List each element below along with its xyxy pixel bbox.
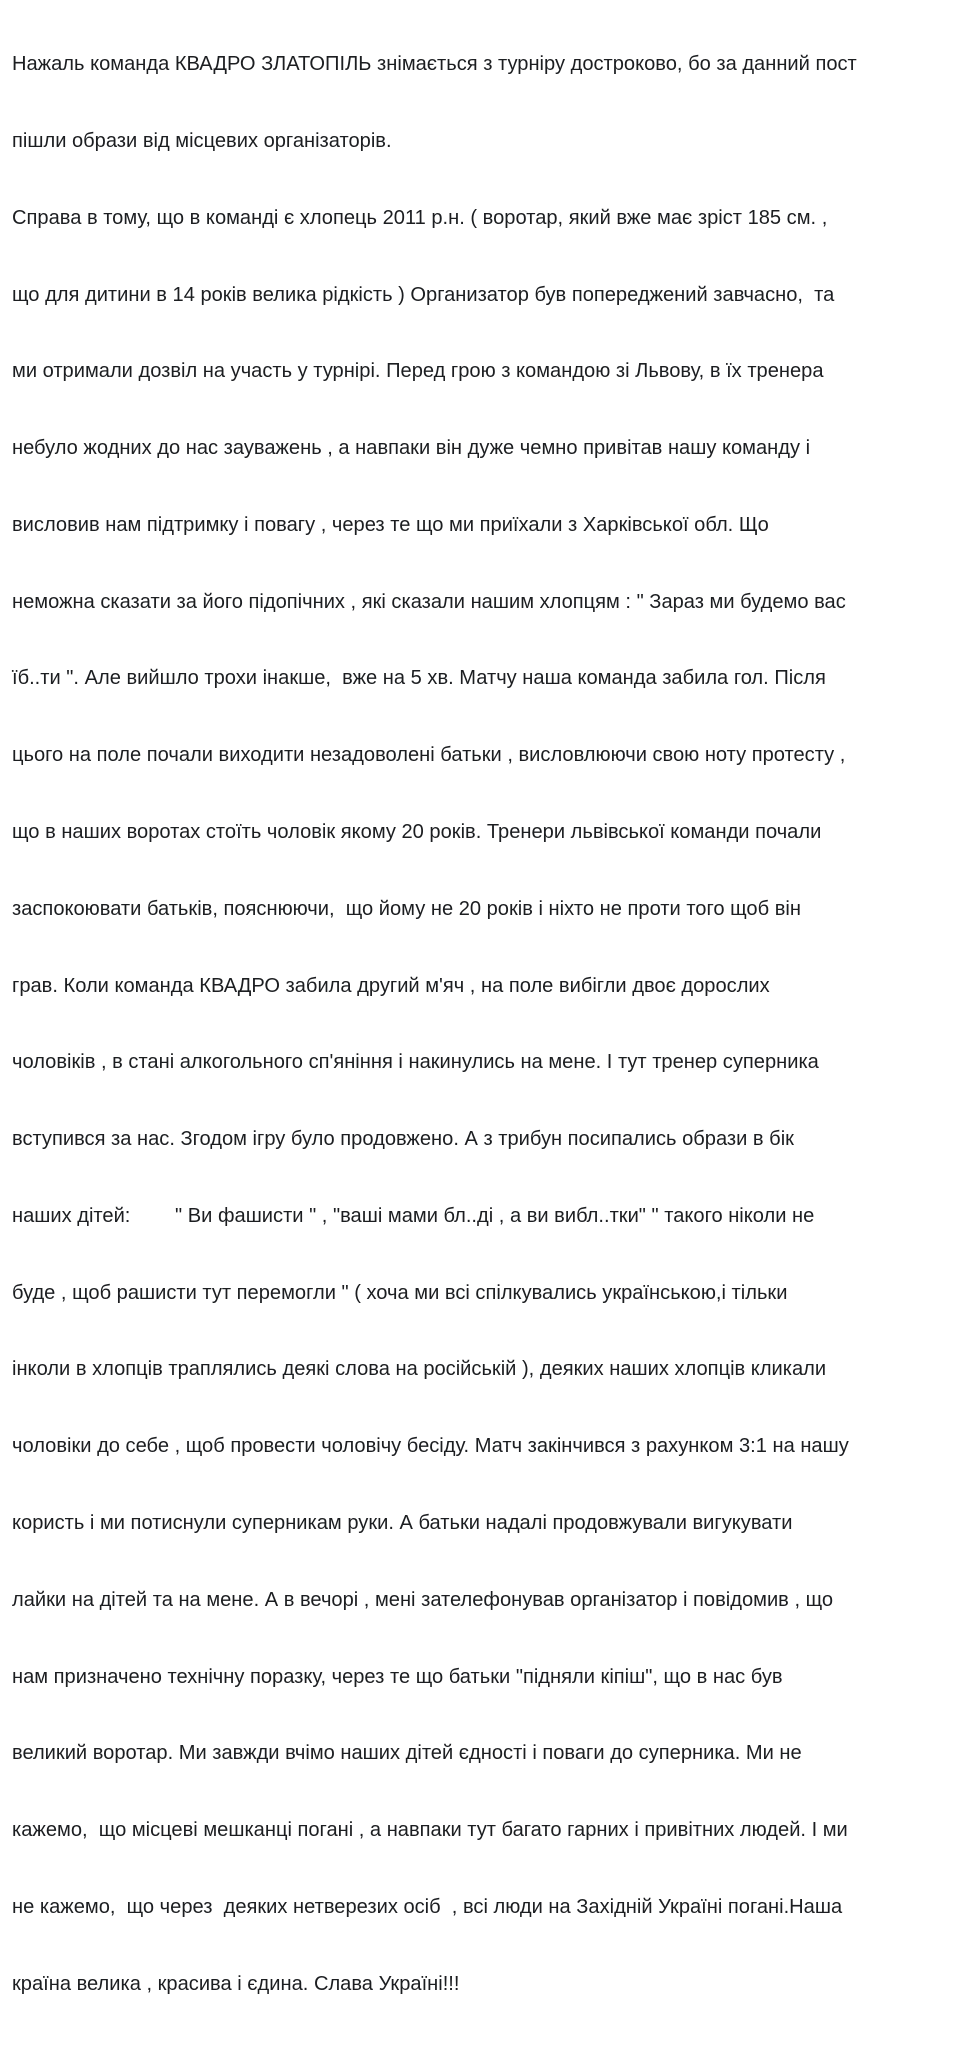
post-text-line-3: Справа в тому, що в команді є хлопець 2011 р.н. ( воротар, який вже має зріст 185 см. , [12,206,828,229]
post-text-line-11: що в наших воротах стоїть чоловік якому 20 років. Тренери львівської команди почали [12,821,822,843]
post-text-line-9: їб..ти ". Але вийшло трохи інакше, вже на 5 хв. Матчу наша команда забила гол. Після [12,667,826,690]
post-text-line-22: нам призначено технічну поразку, через те що батьки "підняли кіпіш", що в нас був [12,1665,783,1688]
post-text-line-2: пішли образи від місцевих організаторів. [12,129,392,152]
post-body-text [12,1,948,2049]
post-text-line-16: наших дітей: " Ви фашисти " , "ваші мами бл..ді , а ви вибл..тки" " такого ніколи не [12,1204,815,1227]
post-text-line-25: не кажемо, що через деяких нетверезих осіб , всі люди на Західній Україні погані.Наша [12,1895,843,1918]
post-text-line-18: інколи в хлопців траплялись деякі слова на російській ), деяких наших хлопців кликали [12,1358,827,1381]
post-text-line-15: вступився за нас. Згодом ігру було продовжено. А з трибун посипались образи в бік [12,1128,794,1151]
post-text-line-12: заспокоювати батьків, пояснюючи, що йому не 20 років і ніхто не проти того щоб він [12,897,801,920]
post-text-line-13: грав. Коли команда КВАДРО забила другий м'яч , на поле вибігли двоє дорослих [12,974,770,997]
post-text-line-4: що для дитини в 14 років велика рідкість ) Организатор був попереджений завчасно, та [12,283,835,306]
post-text-line-8: неможна сказати за його підопічних , які сказали нашим хлопцям : " Зараз ми будемо вас [12,590,846,613]
post-text-line-24: кажемо, що місцеві мешканці погані , а навпаки тут багато гарних і привітних людей. І ми [12,1819,848,1842]
post-text-line-19: чоловіки до себе , щоб провести чоловічу бесіду. Матч закінчився з рахунком 3:1 на нашу [12,1435,849,1458]
post-text-line-23: великий воротар. Ми завжди вчімо наших дітей єдності і поваги до суперника. Ми не [12,1742,802,1765]
post-text-line-10: цього на поле почали виходити незадоволені батьки , висловлюючи свою ноту протесту , [12,744,846,767]
post-text-line-5: ми отримали дозвіл на участь у турнірі. Перед грою з командою зі Львову, в їх тренера [12,360,824,383]
post-text-line-20: користь і ми потиснули суперникам руки. А батьки надалі продовжували вигукувати [12,1512,793,1535]
post-text-line-21: лайки на дітей та на мене. А в вечорі , мені зателефонував організатор і повідомив , що [12,1588,834,1611]
post-text-line-1: Нажаль команда КВАДРО ЗЛАТОПІЛЬ знімається з турніру достроково, бо за данний пост [12,53,857,76]
post-text-line-17: буде , щоб рашисти тут перемогли " ( хоча ми всі спілкувались українською,і тільки [12,1281,788,1304]
post-text-line-6: небуло жодних до нас зауважень , а навпаки він дуже чемно привітав нашу команду і [12,437,811,460]
post-text-line-26: країна велика , красива і єдина. Слава Україні!!! [12,1972,460,1995]
post-text-line-7: висловив нам підтримку і повагу , через те що ми приїхали з Харківської обл. Що [12,513,769,536]
post-text-line-14: чоловіків , в стані алкогольного сп'яніння і накинулись на мене. І тут тренер суперника [12,1051,819,1074]
